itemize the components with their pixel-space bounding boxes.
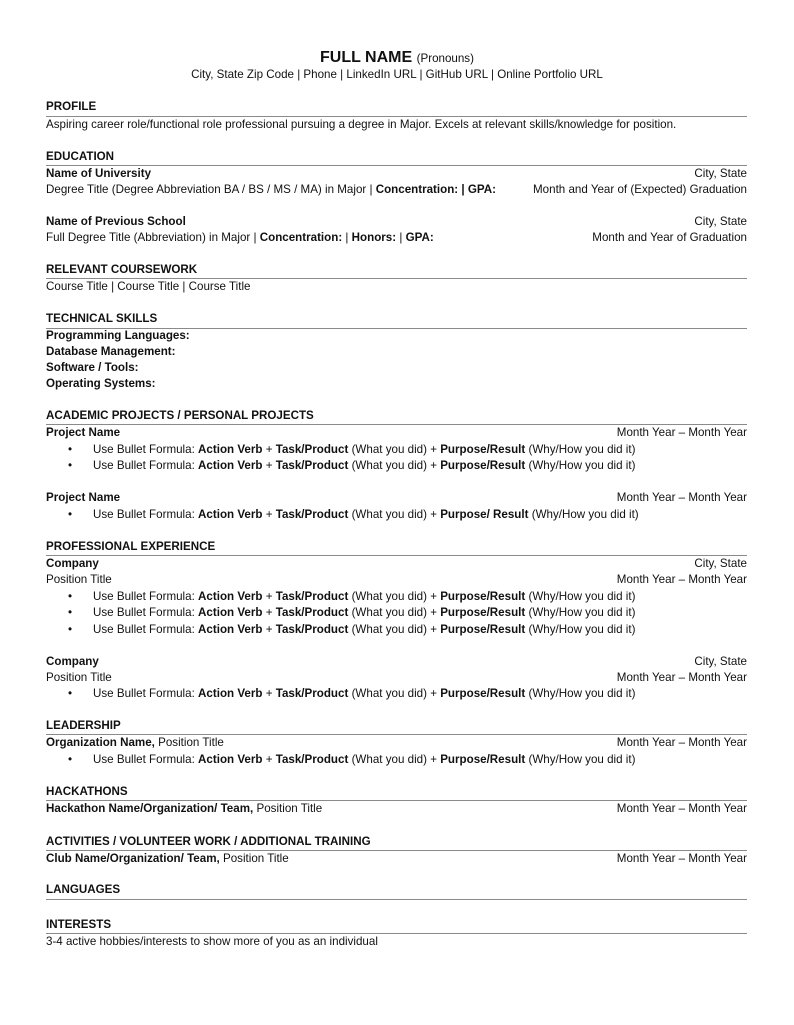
bullet-task: Task/Product (275, 623, 349, 636)
bullet-action-verb: Action Verb (198, 623, 263, 636)
degree-title: Full Degree Title (Abbreviation) in Major | (46, 231, 257, 244)
bullet-what: (What you did) (351, 443, 427, 456)
education-entry-university (46, 166, 747, 182)
bullet-text (93, 589, 635, 605)
profile-text: Aspiring career role/functional role professional pursuing a degree in Major. Excels at relevant skills/knowledge for position. (46, 118, 677, 131)
plus-sign: + (430, 623, 437, 636)
bullet-task: Task/Product (275, 606, 349, 619)
plus-sign: + (430, 508, 437, 521)
bullet-lead: Use Bullet Formula: (93, 687, 195, 700)
full-name-line (0, 48, 794, 69)
bullet-item (68, 458, 747, 474)
school-location: City, State (694, 167, 747, 180)
section-heading-education: EDUCATION (46, 150, 115, 163)
bullet-icon: • (68, 623, 73, 636)
concentration-label: Concentration: (259, 231, 343, 244)
bullet-text (93, 622, 635, 638)
bullet-icon: • (68, 508, 73, 521)
hackathon-name: Hackathon Name/Organization/ Team, (46, 802, 254, 815)
gpa-label: GPA: (467, 183, 497, 196)
separator: | (399, 231, 403, 244)
position-title: Position Title (222, 852, 289, 865)
skill-operating-systems: Operating Systems: (46, 377, 156, 390)
bullet-action-verb: Action Verb (198, 753, 263, 766)
project-name: Project Name (46, 426, 121, 439)
bullet-task: Task/Product (275, 753, 349, 766)
section-heading-hackathons: HACKATHONS (46, 785, 128, 798)
bullet-why: (Why/How you did it) (528, 459, 636, 472)
graduation-date: Month and Year of Graduation (592, 231, 747, 244)
bullet-text (93, 458, 635, 474)
bullet-task: Task/Product (275, 443, 349, 456)
club-name: Club Name/Organization/ Team, (46, 852, 220, 865)
bullet-text (93, 442, 635, 458)
activity-date: Month Year – Month Year (616, 852, 747, 865)
hackathon-entry (46, 801, 747, 817)
separator: | (345, 231, 349, 244)
plus-sign: + (265, 753, 273, 766)
position-date: Month Year – Month Year (616, 573, 747, 586)
leadership-entry (46, 735, 747, 751)
section-heading-skills: TECHNICAL SKILLS (46, 312, 158, 325)
position-title: Position Title (158, 736, 224, 749)
pronouns: (Pronouns) (416, 52, 474, 65)
bullet-text (93, 752, 635, 768)
bullet-action-verb: Action Verb (198, 606, 263, 619)
bullet-why: (Why/How you did it) (528, 623, 636, 636)
project-entry (46, 425, 747, 441)
plus-sign: + (265, 606, 273, 619)
bullet-what: (What you did) (351, 623, 427, 636)
degree-line (46, 230, 747, 246)
bullet-task: Task/Product (275, 459, 349, 472)
bullet-what: (What you did) (351, 590, 427, 603)
bullet-what: (What you did) (351, 753, 427, 766)
bullet-purpose: Purpose/Result (440, 459, 526, 472)
bullet-lead: Use Bullet Formula: (93, 623, 195, 636)
school-name: Name of University (46, 167, 152, 180)
degree-line (46, 182, 747, 198)
bullet-item (68, 442, 747, 458)
bullet-lead: Use Bullet Formula: (93, 508, 195, 521)
skill-database-management: Database Management: (46, 345, 176, 358)
plus-sign: + (430, 753, 437, 766)
plus-sign: + (430, 687, 437, 700)
activity-entry (46, 851, 747, 867)
bullet-why: (Why/How you did it) (528, 606, 636, 619)
bullet-item (68, 686, 747, 702)
section-divider (46, 899, 747, 900)
bullet-lead: Use Bullet Formula: (93, 590, 195, 603)
bullet-why: (Why/How you did it) (528, 443, 636, 456)
bullet-why: (Why/How you did it) (531, 508, 639, 521)
bullet-item (68, 605, 747, 621)
graduation-date: Month and Year of (Expected) Graduation (533, 183, 747, 196)
section-heading-leadership: LEADERSHIP (46, 719, 121, 732)
experience-entry (46, 654, 747, 670)
school-name: Name of Previous School (46, 215, 186, 228)
company-name: Company (46, 557, 99, 570)
separator: | (461, 183, 465, 196)
bullet-purpose: Purpose/Result (440, 687, 526, 700)
education-entry-previous (46, 214, 747, 230)
company-location: City, State (694, 557, 747, 570)
plus-sign: + (265, 590, 273, 603)
bullet-icon: • (68, 459, 73, 472)
bullet-task: Task/Product (275, 590, 349, 603)
section-heading-interests: INTERESTS (46, 918, 112, 931)
full-name: FULL NAME (320, 49, 413, 66)
bullet-item (68, 589, 747, 605)
leadership-date: Month Year – Month Year (616, 736, 747, 749)
bullet-purpose: Purpose/Result (440, 443, 526, 456)
bullet-action-verb: Action Verb (198, 508, 263, 521)
bullet-what: (What you did) (351, 459, 427, 472)
plus-sign: + (430, 459, 437, 472)
bullet-item (68, 622, 747, 638)
bullet-icon: • (68, 606, 73, 619)
degree-title: Degree Title (Degree Abbreviation BA / BS / MS / MA) in Major | (46, 183, 373, 196)
bullet-task: Task/Product (275, 508, 349, 521)
plus-sign: + (265, 687, 273, 700)
gpa-label: GPA: (405, 231, 434, 244)
bullet-purpose: Purpose/Result (440, 590, 526, 603)
bullet-lead: Use Bullet Formula: (93, 459, 195, 472)
company-name: Company (46, 655, 99, 668)
project-name: Project Name (46, 491, 121, 504)
bullet-text (93, 686, 635, 702)
bullet-why: (Why/How you did it) (528, 590, 636, 603)
position-title: Position Title (256, 802, 323, 815)
bullet-lead: Use Bullet Formula: (93, 753, 195, 766)
bullet-icon: • (68, 753, 73, 766)
bullet-why: (Why/How you did it) (528, 687, 636, 700)
bullet-action-verb: Action Verb (198, 459, 263, 472)
plus-sign: + (430, 590, 437, 603)
bullet-icon: • (68, 687, 73, 700)
bullet-purpose: Purpose/Result (440, 753, 526, 766)
company-location: City, State (694, 655, 747, 668)
skill-programming-languages: Programming Languages: (46, 329, 190, 342)
bullet-action-verb: Action Verb (198, 443, 263, 456)
position-line (46, 670, 747, 686)
bullet-item (68, 752, 747, 768)
honors-label: Honors: (351, 231, 397, 244)
bullet-purpose: Purpose/ Result (440, 508, 529, 521)
section-heading-activities: ACTIVITIES / VOLUNTEER WORK / ADDITIONAL TRAINING (46, 835, 371, 848)
section-heading-profile: PROFILE (46, 100, 97, 113)
hackathon-date: Month Year – Month Year (616, 802, 747, 815)
project-date: Month Year – Month Year (616, 491, 747, 504)
plus-sign: + (430, 606, 437, 619)
bullet-purpose: Purpose/Result (440, 606, 526, 619)
project-entry (46, 490, 747, 506)
position-title: Position Title (46, 573, 112, 586)
school-location: City, State (694, 215, 747, 228)
bullet-purpose: Purpose/Result (440, 623, 526, 636)
bullet-action-verb: Action Verb (198, 687, 263, 700)
position-title: Position Title (46, 671, 112, 684)
plus-sign: + (265, 623, 273, 636)
bullet-action-verb: Action Verb (198, 590, 263, 603)
bullet-task: Task/Product (275, 687, 349, 700)
organization-name: Organization Name, (46, 736, 155, 749)
bullet-what: (What you did) (351, 606, 427, 619)
plus-sign: + (265, 443, 273, 456)
bullet-what: (What you did) (351, 687, 427, 700)
coursework-text: Course Title | Course Title | Course Title (46, 280, 251, 293)
plus-sign: + (430, 443, 437, 456)
concentration-label: Concentration: (375, 183, 459, 196)
bullet-icon: • (68, 443, 73, 456)
section-heading-experience: PROFESSIONAL EXPERIENCE (46, 540, 216, 553)
position-line (46, 572, 747, 588)
bullet-icon: • (68, 590, 73, 603)
bullet-what: (What you did) (351, 508, 427, 521)
section-heading-coursework: RELEVANT COURSEWORK (46, 263, 198, 276)
bullet-text (93, 507, 639, 523)
plus-sign: + (265, 508, 273, 521)
bullet-item (68, 507, 747, 523)
position-date: Month Year – Month Year (616, 671, 747, 684)
section-heading-languages: LANGUAGES (46, 883, 121, 896)
skill-software-tools: Software / Tools: (46, 361, 139, 374)
contact-info: City, State Zip Code | Phone | LinkedIn URL | GitHub URL | Online Portfolio URL (191, 68, 603, 81)
plus-sign: + (265, 459, 273, 472)
interests-text: 3-4 active hobbies/interests to show more of you as an individual (46, 935, 378, 948)
experience-entry (46, 556, 747, 572)
bullet-lead: Use Bullet Formula: (93, 606, 195, 619)
bullet-why: (Why/How you did it) (528, 753, 636, 766)
bullet-text (93, 605, 635, 621)
bullet-lead: Use Bullet Formula: (93, 443, 195, 456)
project-date: Month Year – Month Year (616, 426, 747, 439)
section-heading-projects: ACADEMIC PROJECTS / PERSONAL PROJECTS (46, 409, 314, 422)
